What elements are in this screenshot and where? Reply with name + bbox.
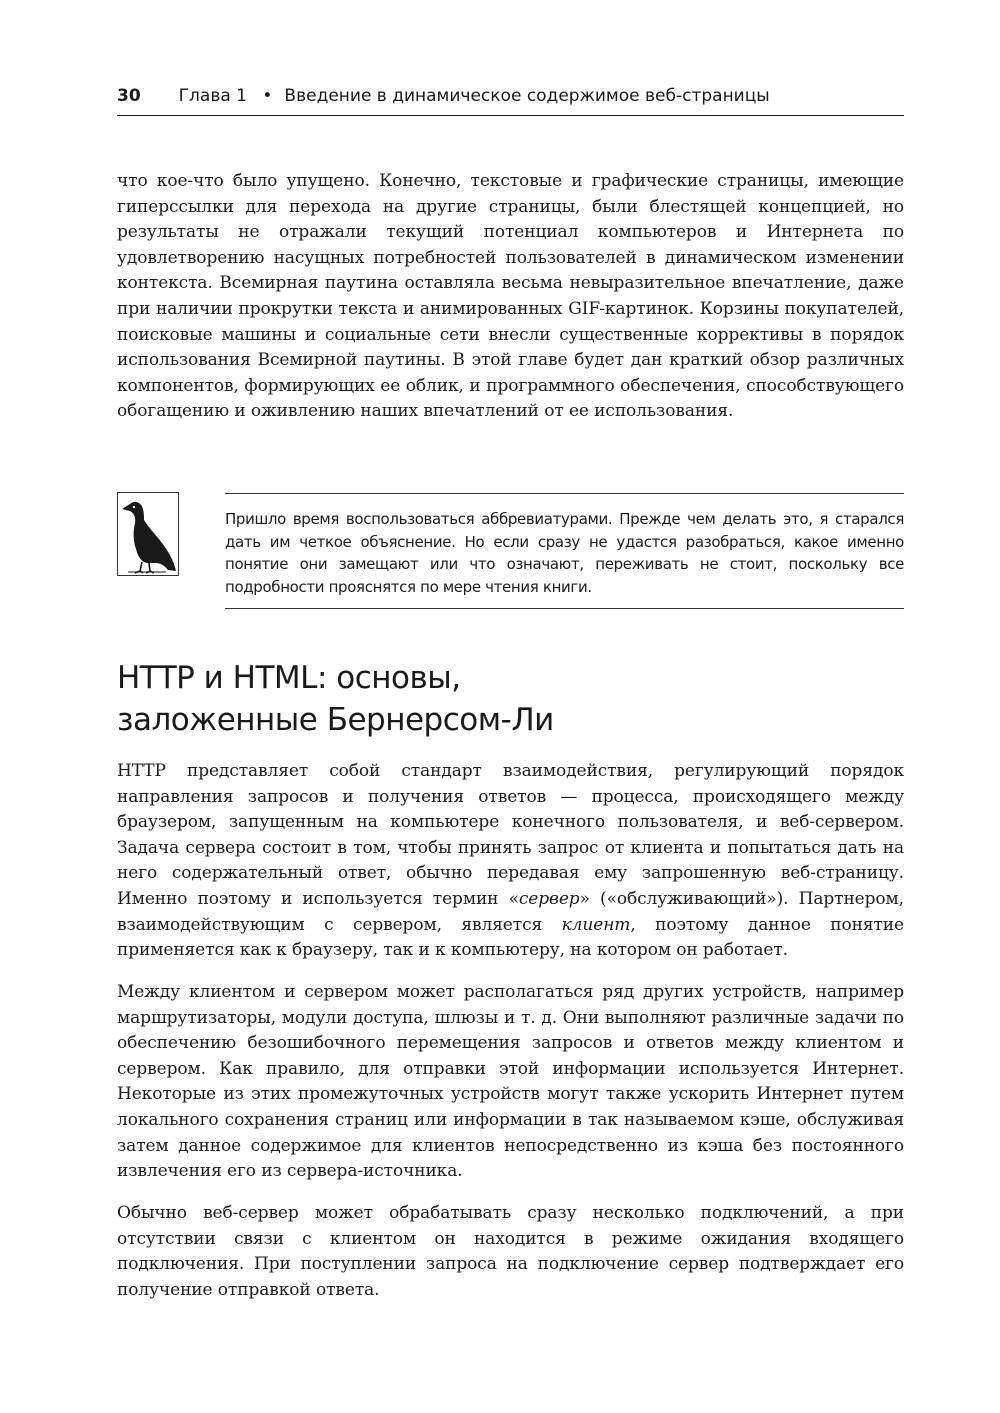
section-heading-line-2: заложенные Бернерсом-Ли: [117, 702, 554, 738]
chapter-label: Глава 1: [178, 86, 247, 106]
note-text: Пришло время воспользоваться аббревиатурами. Прежде чем делать это, я старался дать им четкое объяснение. Но если сразу не удастся разобраться, какое именно понятие они замещают или что означают, переживать не стоит, поскольку все подробности прояснятся по мере чтения книги.: [225, 510, 904, 596]
section-heading: [117, 657, 904, 741]
paragraph-intermediaries: Между клиентом и сервером может располагаться ряд других устройств, например маршрутизаторы, модули доступа, шлюзы и т. д. Они выполняют различные задачи по обеспечению безошибочного перемещения запросов и ответов между клиентом и сервером. Как правило, для отправки этой информации используется Интернет. Некоторые из этих промежуточных устройств могут также ускорить Интернет путем локального сохранения страниц или информации в так называемом кэше, обслуживая затем данное содержимое для клиентов непосредственно из кэша без постоянного извлечения его из сервера-источника.: [117, 982, 904, 1182]
running-head-separator: •: [262, 86, 273, 106]
page-number: 30: [117, 86, 141, 106]
crow-icon: [117, 492, 179, 576]
running-head-rule: [117, 115, 904, 116]
note-block: [117, 490, 904, 612]
paragraph-http-part-2: » («обслуживающий»). Партнером, взаимодействующим с сервером, является: [117, 888, 904, 935]
note-rule-bottom: [225, 608, 904, 609]
chapter-title: Введение в динамическое содержимое веб-страницы: [284, 86, 770, 106]
paragraph-http: [117, 759, 904, 964]
paragraph-http-part-3: , поэтому данное понятие применяется как к браузеру, так и к компьютеру, на котором он работает.: [117, 914, 904, 961]
note-rule-top: [225, 493, 904, 494]
paragraph-connections: Обычно веб-сервер может обрабатывать сразу несколько подключений, а при отсутствии связи с клиентом он находится в режиме ожидания входящего подключения. При поступлении запроса на подключение сервер подтверждает его получение отправкой ответа.: [117, 1203, 904, 1300]
running-head: [117, 84, 904, 108]
paragraph-http-part-1: HTTP представляет собой стандарт взаимодействия, регулирующий порядок направления запросов и получения ответов — процесса, происходящего между браузером, запущенным на компьютере конечного пользователя, и веб-сервером. Задача сервера состоит в том, чтобы принять запрос от клиента и попытаться дать на него содержательный ответ, обычно передавая ему запрошенную веб-страницу. Именно поэтому и используется термин «: [117, 761, 904, 909]
intro-paragraph: что кое-что было упущено. Конечно, текстовые и графические страницы, имеющие гиперссылки для перехода на другие страницы, были блестящей концепцией, но результаты не отражали текущий потенциал компьютеров и Интернета по удовлетворению насущных потребностей пользователей в динамическом изменении контекста. Всемирная паутина оставляла весьма невыразительное впечатление, даже при наличии прокрутки текста и анимированных GIF-картинок. Корзины покупателей, поисковые машины и социальные сети внесли существенные коррективы в порядок использования Всемирной паутины. В этой главе будет дан краткий обзор различных компонентов, формирующих ее облик, и программного обеспечения, способствующего обогащению и оживлению наших впечатлений от ее использования.: [117, 171, 904, 422]
section-heading-line-1: HTTP и HTML: основы,: [117, 660, 461, 696]
term-client: клиент: [561, 914, 631, 935]
term-server: сервер: [518, 888, 580, 909]
